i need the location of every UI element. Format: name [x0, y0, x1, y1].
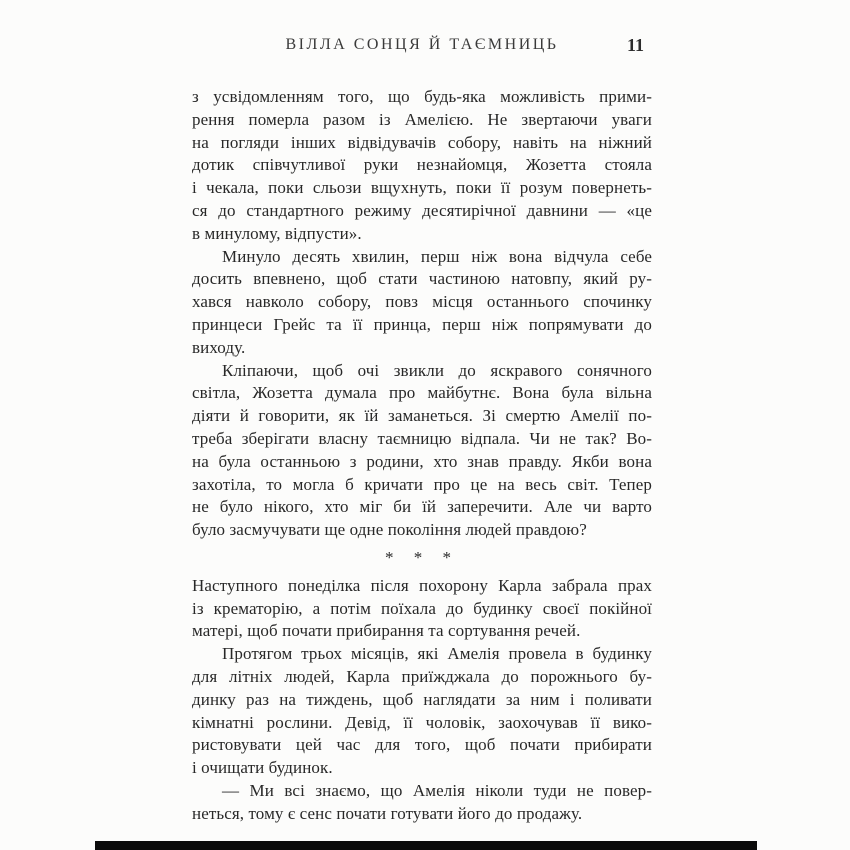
text-line: Кліпаючи, щоб очі звикли до яскравого сонячного [222, 360, 652, 380]
running-title: ВІЛЛА СОНЦЯ Й ТАЄМНИЦЬ [285, 36, 559, 53]
paragraph [192, 246, 652, 360]
text-line: досить впевнено, щоб стати частиною натовпу, який ру- [192, 269, 652, 289]
page-number: 11 [626, 35, 644, 55]
text-line: світла, Жозетта думала про майбутнє. Вона була вільна [192, 383, 652, 403]
text-line: хався навколо собору, повз місця останнього спочинку [192, 292, 652, 312]
text-line: в минулому, відпусти». [192, 223, 362, 243]
text-line: і очищати будинок. [192, 758, 333, 778]
text-line: матері, щоб почати прибирання та сортування речей. [192, 621, 581, 641]
text-line: з усвідомленням того, що будь-яка можливість прими- [192, 87, 652, 106]
running-head [192, 36, 652, 58]
text-line: ристовувати цей час для того, щоб почати прибирати [192, 735, 652, 755]
text-line: Минуло десять хвилин, перш ніж вона відчула себе [222, 246, 652, 266]
text-line: і чекала, поки сльози вщухнуть, поки її розум повернеть- [192, 178, 652, 198]
text-line: із крематорію, а потім поїхала до будинку своєї покійної [192, 598, 652, 618]
text-line: захотіла, то могла б кричати про це на весь світ. Тепер [192, 474, 652, 494]
text-line: виходу. [192, 337, 246, 357]
paragraph [192, 780, 652, 826]
paragraph [192, 575, 652, 643]
text-line: — Ми всі знаємо, що Амелія ніколи туди не повер- [222, 780, 652, 800]
section-separator: * * * [385, 547, 459, 567]
text-line: рення померла разом із Амелією. Не звертаючи уваги [192, 109, 652, 129]
text-line: не було нікого, хто міг би їй заперечити. Але чи варто [192, 497, 652, 517]
text-line: на була останньою з родини, хто знав правду. Якби вона [192, 451, 652, 471]
text-line: на погляди інших відвідувачів собору, навіть на ніжний [192, 132, 652, 152]
text-line: треба зберігати власну таємницю відпала. Чи не так? Во- [192, 428, 652, 448]
text-line: кімнатні рослини. Девід, її чоловік, заохочував її вико- [192, 712, 652, 732]
text-line: діяти й говорити, як їй заманеться. Зі смертю Амелії по- [192, 406, 652, 426]
paragraph [192, 360, 652, 542]
paragraph [192, 643, 652, 780]
text-line: для літніх людей, Карла приїжджала до порожнього бу- [192, 666, 652, 686]
scan-edge-bar [95, 841, 757, 850]
text-line: принцеси Грейс та її принца, перш ніж попрямувати до [192, 314, 652, 334]
text-line: неться, тому є сенс почати готувати його до продажу. [192, 803, 583, 823]
paragraph [192, 86, 652, 246]
text-line: Наступного понеділка після похорону Карла забрала прах [192, 575, 652, 595]
text-line: дотик співчутливої руки незнайомця, Жозетта стояла [192, 155, 652, 175]
text-line: було засмучувати ще одне покоління людей правдою? [192, 520, 587, 540]
text-line: динку раз на тиждень, щоб наглядати за ним і поливати [192, 689, 652, 709]
text-column [192, 86, 652, 826]
text-line: Протягом трьох місяців, які Амелія провела в будинку [222, 644, 652, 664]
text-line: ся до стандартного режиму десятирічної давнини — «це [192, 200, 652, 220]
